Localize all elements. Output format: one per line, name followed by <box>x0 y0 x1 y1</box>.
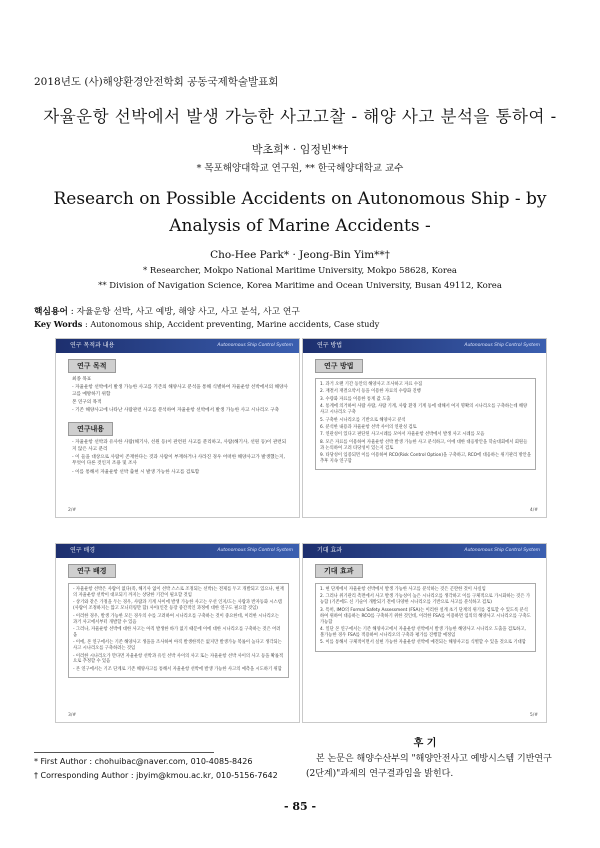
slide-list <box>315 583 536 652</box>
footnote-first-author: * First Author : chohuibac@naver.com, 010-4085-8426 <box>34 757 253 766</box>
list-item: - 본 연구에서는 기조 단계로 기존 해양사고를 통해서 자율운항 선박에 발생 가능한 사고의 예측을 시도하기 위함 <box>73 666 282 672</box>
list-item: - 이를 통해서 자율운항 선박 출현 시 발생 가능한 사고를 검토함 <box>72 469 200 475</box>
list-item: - 자율운항 선박에서 발생 가능한 사고를 기존의 해양사고 분석을 통해 식별하여 자율운항 선박에서의 해양사고를 예방하기 위함 <box>72 385 288 397</box>
list-item: 3. 특히, IMO의 Formal Safety Assessment (FSA)는 이러한 설계 초기 단계의 위기를 검토할 수 있도록 분석하여 위하여 대응하는 RCO를 구축하기 위한 것인데, 이러한 FSA를 이용하면 임의의 해양사고 시나리오를 구축도 가능함 <box>320 607 531 625</box>
list-item: 1. 과거 오랜 기간 동안의 해양사고 조사하고 자료 수집 <box>320 382 423 387</box>
list-item: - 상기와 같은 가정을 두는 경우, 사람과 기계 사이에 발생 가능한 사고는 우선 인지/도는 사람과 반자동화 시스템(사람이 조정하지는 않고 모니터링만 함) 사이(인간 등장 중간적인 과정에 대한 연구도 필요할 것임) <box>73 600 282 612</box>
list-item: - 자율운항 선박과 유사한 사람(해기사, 선원 등)이 관련된 사고를 분리하고, 사람(해기사, 선원 등)이 관련되지 않은 사고 분리 <box>72 440 287 452</box>
list-item: - 자율운항 선박은 사람이 없다(즉, 해기사 없이 선박 스스로 조정되는 선박)는 전제를 두고 개발되고 있으나, 현재의 자율운항 선박이 대포되기 까지는 상당한 기간이 필요할 것임 <box>73 587 284 598</box>
section-heading: 연구 목적 <box>68 359 116 373</box>
authors-english: Cho-Hee Park* · Jeong-Bin Yim**† <box>210 249 390 261</box>
list-item: - 이러한 시나리오가 만다면 자율운항 선박과 유인 선박 사이의 사고 또는 자율운항 선박 사이의 사고 등을 확률적으로 추정할 수 있음 <box>73 653 284 665</box>
keywords-korean-label: 핵심용어 <box>34 307 68 317</box>
slide-title: 기대 효과 <box>317 547 343 554</box>
conference-header: 2018년도 (사)해양환경안전학회 공동국제학술발표회 <box>34 76 279 88</box>
slide-page-number: 4/# <box>529 508 538 513</box>
list-item: 본 연구의 목적 <box>72 399 102 405</box>
list-item: 5. 구축한 시나리오를 기반으로 해양사고 분석 <box>320 417 406 423</box>
list-item: - 이러한 경우, 발생 가능한 모든 경우의 수를 고려하여 시나리오를 구축하는 것이 중요한데, 이러한 시나리오는 과거 사고에서부터 개발할 수 있음 <box>73 613 280 625</box>
list-item: 1. 현 단계에서 자율운항 선박에서 발생 가능한 사고를 분석하는 것은 곤란한 것이 사실임 <box>320 587 486 592</box>
list-item: 8. 모은 자료를 이용하여 자율운항 선박 발생 가능한 사고 분석하고, 이에 대한 대응방안을 학술대회에서 회원들과 논의하여 고려 타당성이 있는지 검토 <box>320 439 528 451</box>
acknowledgement-text: 본 논문은 해양수산부의 "해양안전사고 예방시스템 기반연구(2단계)"과제의 연구결과임을 밝힌다. <box>306 754 552 779</box>
list-item: - 기존 해양사고에 나타난 사람관련 사고를 분석하여 자율운항 선박에서 발생 가능한 사고 시나리오 구축 <box>72 408 280 414</box>
footnote-divider <box>34 752 214 753</box>
page-number: - 85 - <box>283 800 317 813</box>
title-korean: 자율운항 선박에서 발생 가능한 사고고찰 - 해양 사고 분석을 통하여 - <box>43 107 557 126</box>
slide-subtitle: Autonomous Ship Control System <box>464 548 540 553</box>
slide-body <box>72 377 289 414</box>
slide-expected-effects <box>302 543 547 723</box>
keywords-english <box>34 319 379 329</box>
affiliation-english-2: ** Division of Navigation Science, Korea Maritime and Ocean University, Busan 49112, Korea <box>98 281 502 291</box>
slide-title-bar <box>56 544 299 558</box>
slide-research-method <box>302 338 547 518</box>
slide-list <box>68 583 289 678</box>
slide-title: 연구 배경 <box>70 547 96 554</box>
slide-body <box>72 440 289 475</box>
section-heading: 연구내용 <box>68 422 113 436</box>
slide-research-purpose <box>55 338 300 518</box>
slide-subtitle: Autonomous Ship Control System <box>217 343 293 348</box>
keywords-korean-text: : 자율운항 선박, 사고 예방, 해양 사고, 사고 분석, 사고 연구 <box>70 307 300 317</box>
slide-list <box>315 378 536 470</box>
slide-title-bar <box>56 339 299 353</box>
list-item: - 그러나, 자율운항 선박에 대한 사고는 아직 발생한 바가 없기 때문에 이에 대한 시나리오를 구축하는 것은 어려움 <box>73 626 281 638</box>
list-item: 4. 통계에 의거하여 사람 사람, 사람 기계, 사람 환경 기계 등에 대해서 여지 명확의 시나리오를 구축하는데 해양사고 시나리오 구축 <box>320 404 528 416</box>
section-heading: 기대 효과 <box>315 564 363 578</box>
slide-title-bar <box>303 339 546 353</box>
slide-subtitle: Autonomous Ship Control System <box>217 548 293 553</box>
acknowledgement-heading: 후 기 <box>413 738 437 749</box>
affiliation-english-1: * Researcher, Mokpo National Maritime University, Mokpo 58628, Korea <box>142 266 458 276</box>
authors-korean: 박초희* · 임정빈**† <box>251 143 349 156</box>
list-item: 2. 재결서 재결요약서 등을 이용한 자료의 수량화 진행 <box>320 389 421 395</box>
footnote-corresponding-author: † Corresponding Author : jbyim@kmou.ac.kr, 010-5156-7642 <box>34 771 278 780</box>
list-item: 최종 목표 <box>72 377 92 382</box>
slide-subtitle: Autonomous Ship Control System <box>464 343 540 348</box>
list-item: - 이 들을 대상으로 사람이 존재한다는 것과 사람이 부재하거나 사라진 경우 어떠한 해양사고가 발생했는지, 무엇이 다른 것인지 조용 및 조사 <box>72 455 285 467</box>
section-heading: 연구 방법 <box>315 359 363 373</box>
keywords-korean <box>34 304 300 317</box>
slide-title: 연구 방법 <box>317 342 343 349</box>
list-item: 6. 분석한 내용과 자율운항 선박 사이의 연관성 검토 <box>320 424 417 430</box>
keywords-english-label: Key Words <box>34 319 83 329</box>
list-item: - 이에, 본 연구에서는 기존 해양사고 생을을 조사하여 아직 발생한적은 없지만 발생가능 복률이 높다고 생각되는 사고 시나리오를 구축하려는 것임 <box>73 640 282 652</box>
affiliation-korean: * 목포해양대학교 연구원, ** 한국해양대학교 교수 <box>196 163 404 174</box>
list-item: 2. 그러나 위기관리 측면에서 사고 발생 가능성이 높은 시나리오를 생각하고 이를 구체적으로 가시화하는 것은 가능함 (기존에도 신 기술이 개발되기 전에 다양한 시나리오를 기반으로 사고를 분석하고 검토) <box>320 594 531 606</box>
slide-title: 연구 목적과 내용 <box>70 342 115 349</box>
slide-page-number: 2/# <box>68 508 77 513</box>
slide-research-background <box>55 543 300 723</box>
keywords-english-text: : Autonomous ship, Accident preventing, Marine accidents, Case study <box>85 319 380 329</box>
title-english: Research on Possible Accidents on Autonomous Ship - by Analysis of Marine Accidents - <box>53 189 547 236</box>
list-item: 3. 수량화 자료를 이용한 통계 값 도출 <box>320 396 391 402</box>
list-item: 7. 연관성이 있다고 판단된 사고시례를 모아서 자율운항 선박에서 발생 사고 시례를 모음 <box>320 432 485 438</box>
slide-page-number: 3/# <box>68 713 77 718</box>
list-item: 5. 이를 통해서 구체적이면서 실현 가능한 자율운항 선박에 예견되는 해양사고를 식별할 수 있을 것으로 기대함 <box>320 640 526 646</box>
section-heading: 연구 배경 <box>68 564 116 578</box>
list-item: 9. 타당성이 입증되면 이를 이용하여 RCO(Risk Control Option)을 구축하고, RCO에 대응하는 위기관리 방안을 추후 지속 연구함 <box>320 453 531 464</box>
slide-page-number: 5/# <box>529 713 538 718</box>
list-item: 4. 일단 본 연구에서는 기존 해양사고에서 자율운항 선박에서 발생 가능한 해양사고 시나리오 도출을 검토하고, 볼가능한 경우 FSA를 적용하여 시나리오의 구축과 평가를 진행할 예정임 <box>320 626 526 638</box>
slide-title-bar <box>303 544 546 558</box>
